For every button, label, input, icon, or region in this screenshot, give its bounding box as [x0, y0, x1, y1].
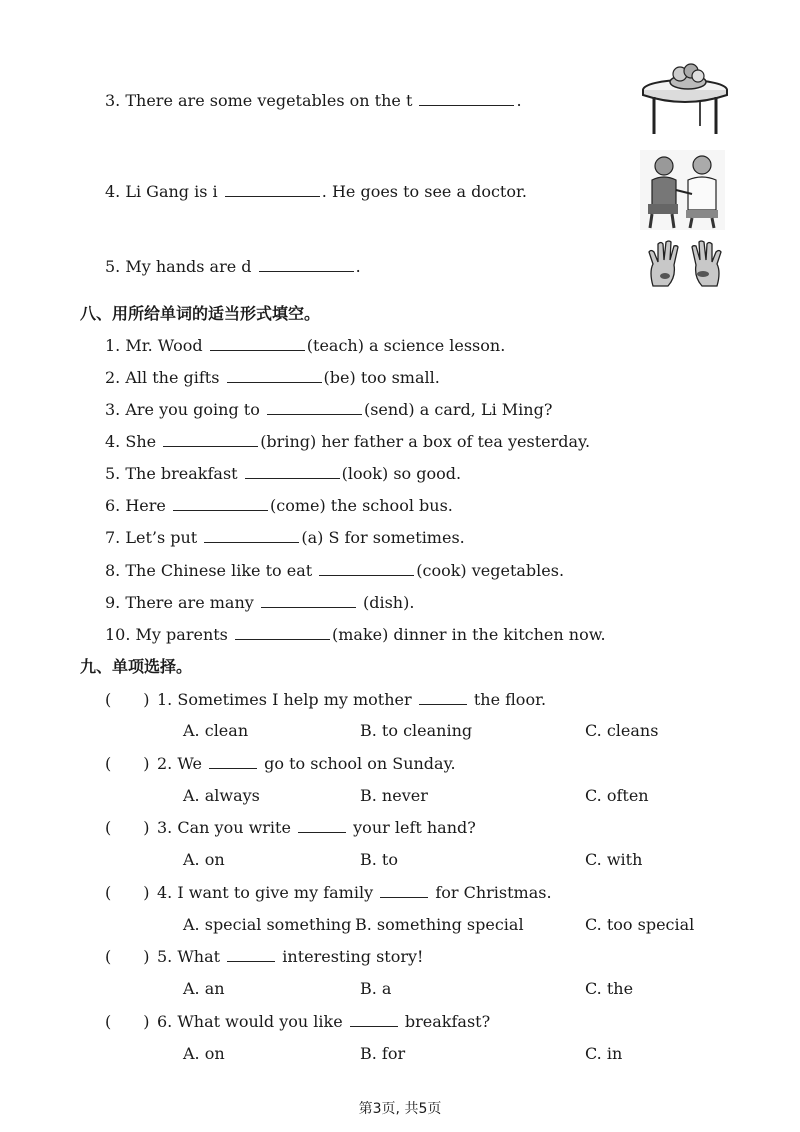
- item-text: 7. Let’s put: [105, 528, 198, 547]
- question-6: [157, 1012, 490, 1032]
- answer-blank[interactable]: [163, 432, 258, 447]
- question-text: 5. What: [157, 947, 221, 966]
- option-b[interactable]: B. to cleaning: [360, 721, 473, 740]
- question-blank: [380, 883, 428, 898]
- option-a[interactable]: A. always: [183, 786, 260, 805]
- option-a[interactable]: A. on: [183, 1044, 225, 1063]
- fill-item: [105, 625, 606, 645]
- option-a[interactable]: A. special something: [183, 915, 352, 934]
- item-text: .: [516, 91, 522, 110]
- fill-item: [105, 464, 461, 484]
- question-5: [157, 947, 423, 967]
- answer-blank[interactable]: [245, 464, 340, 479]
- question-text: 1. Sometimes I help my mother: [157, 690, 412, 709]
- answer-parentheses[interactable]: ( ): [105, 1012, 150, 1031]
- item-text: (send) a card, Li Ming?: [363, 400, 553, 419]
- question-text: 4. I want to give my family: [157, 883, 374, 902]
- question-blank: [419, 690, 467, 705]
- answer-blank[interactable]: [204, 528, 299, 543]
- answer-parentheses[interactable]: ( ): [105, 947, 150, 966]
- section-heading-8: 八、用所给单词的适当形式填空。: [80, 304, 321, 323]
- option-b[interactable]: B. never: [360, 786, 428, 805]
- item-text: 4. Li Gang is i: [105, 182, 218, 201]
- answer-blank[interactable]: [419, 91, 514, 106]
- fill-item: [105, 496, 453, 516]
- answer-blank[interactable]: [261, 593, 356, 608]
- fill-item-4: [105, 182, 527, 202]
- fill-item: [105, 528, 465, 548]
- question-text: breakfast?: [404, 1012, 491, 1031]
- question-text: go to school on Sunday.: [264, 754, 456, 773]
- question-blank: [298, 818, 346, 833]
- option-c[interactable]: C. the: [585, 979, 634, 998]
- item-text: 6. Here: [105, 496, 166, 515]
- item-text: (cook) vegetables.: [416, 561, 565, 580]
- fill-item: [105, 336, 505, 356]
- item-text: (look) so good.: [341, 464, 462, 483]
- question-blank: [209, 754, 257, 769]
- fill-item-3: [105, 91, 522, 111]
- question-4: [157, 883, 552, 903]
- item-text: 10. My parents: [105, 625, 228, 644]
- question-1: [157, 690, 546, 710]
- question-blank: [227, 947, 275, 962]
- item-text: 4. She: [105, 432, 157, 451]
- fill-item: [105, 593, 414, 613]
- option-c[interactable]: C. too special: [585, 915, 695, 934]
- item-text: 3. Are you going to: [105, 400, 260, 419]
- doctor-patient-picture: [640, 150, 725, 230]
- item-text: (teach) a science lesson.: [306, 336, 506, 355]
- question-blank: [350, 1012, 398, 1027]
- page-number: 第3页, 共5页: [358, 1101, 442, 1117]
- answer-blank[interactable]: [267, 400, 362, 415]
- question-text: your left hand?: [353, 818, 476, 837]
- answer-blank[interactable]: [210, 336, 305, 351]
- option-c[interactable]: C. in: [585, 1044, 623, 1063]
- option-b[interactable]: B. to: [360, 850, 398, 869]
- item-text: (be) too small.: [323, 368, 440, 387]
- option-a[interactable]: A. clean: [183, 721, 249, 740]
- answer-parentheses[interactable]: ( ): [105, 690, 150, 709]
- item-text: (bring) her father a box of tea yesterday.: [260, 432, 591, 451]
- table-with-vegetables-picture: [640, 62, 730, 142]
- section-heading-9: 九、单项选择。: [80, 657, 193, 676]
- answer-blank[interactable]: [259, 257, 354, 272]
- question-text: 3. Can you write: [157, 818, 291, 837]
- item-text: . He goes to see a doctor.: [321, 182, 527, 201]
- question-text: 6. What would you like: [157, 1012, 343, 1031]
- item-text: 5. The breakfast: [105, 464, 238, 483]
- answer-blank[interactable]: [235, 625, 330, 640]
- question-2: [157, 754, 456, 774]
- question-text: interesting story!: [282, 947, 424, 966]
- answer-parentheses[interactable]: ( ): [105, 754, 150, 773]
- answer-parentheses[interactable]: ( ): [105, 818, 150, 837]
- item-text: 5. My hands are d: [105, 257, 252, 276]
- dirty-hands-picture: [645, 240, 725, 290]
- fill-item: [105, 561, 564, 581]
- option-c[interactable]: C. cleans: [585, 721, 659, 740]
- answer-blank[interactable]: [225, 182, 320, 197]
- item-text: 3. There are some vegetables on the t: [105, 91, 413, 110]
- item-text: .: [355, 257, 361, 276]
- item-text: 9. There are many: [105, 593, 254, 612]
- fill-item: [105, 400, 552, 420]
- option-b[interactable]: B. for: [360, 1044, 406, 1063]
- item-text: 8. The Chinese like to eat: [105, 561, 313, 580]
- item-text: 1. Mr. Wood: [105, 336, 203, 355]
- option-c[interactable]: C. with: [585, 850, 643, 869]
- option-c[interactable]: C. often: [585, 786, 649, 805]
- answer-blank[interactable]: [227, 368, 322, 383]
- item-text: 2. All the gifts: [105, 368, 220, 387]
- fill-item-5: [105, 257, 361, 277]
- item-text: (dish).: [357, 593, 415, 612]
- answer-blank[interactable]: [319, 561, 414, 576]
- item-text: (come) the school bus.: [269, 496, 453, 515]
- option-b[interactable]: B. something special: [355, 915, 524, 934]
- question-text: 2. We: [157, 754, 202, 773]
- answer-parentheses[interactable]: ( ): [105, 883, 150, 902]
- option-b[interactable]: B. a: [360, 979, 392, 998]
- item-text: (make) dinner in the kitchen now.: [331, 625, 606, 644]
- question-text: for Christmas.: [435, 883, 552, 902]
- question-text: the floor.: [473, 690, 547, 709]
- option-a[interactable]: A. an: [183, 979, 225, 998]
- fill-item: [105, 432, 590, 452]
- item-text: (a) S for sometimes.: [301, 528, 465, 547]
- fill-item: [105, 368, 440, 388]
- question-3: [157, 818, 476, 838]
- answer-blank[interactable]: [173, 496, 268, 511]
- option-a[interactable]: A. on: [183, 850, 225, 869]
